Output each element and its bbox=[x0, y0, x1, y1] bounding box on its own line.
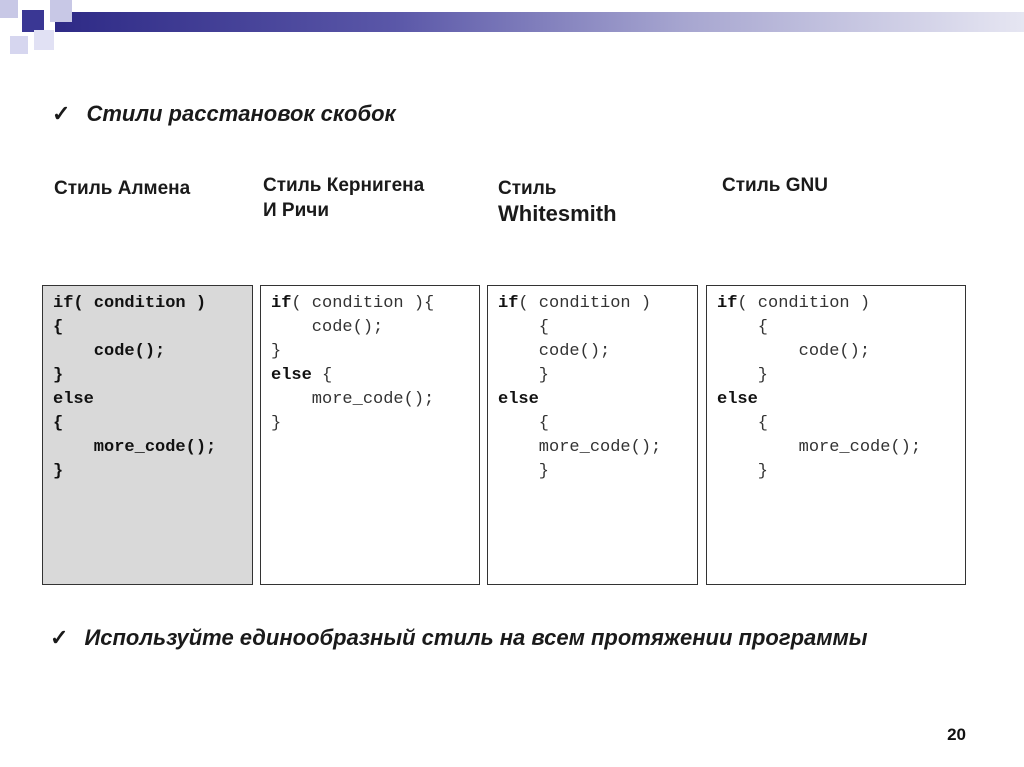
style-title-kr: Стиль Кернигена И Ричи bbox=[263, 175, 425, 221]
footer-note bbox=[50, 625, 868, 651]
decor-square bbox=[34, 30, 54, 50]
heading-text: Стили расстановок скобок bbox=[86, 101, 396, 126]
check-icon: ✓ bbox=[50, 625, 69, 650]
code-gnu: if( condition ) { code(); } else { more_code(); } bbox=[717, 294, 922, 481]
decor-square bbox=[22, 10, 44, 32]
style-title-gnu: Стиль GNU bbox=[722, 175, 828, 196]
code-box-whitesmith bbox=[487, 285, 698, 585]
check-icon: ✓ bbox=[52, 101, 71, 126]
header-bar bbox=[55, 12, 1024, 32]
code-box-kr bbox=[260, 285, 480, 585]
page-number: 20 bbox=[947, 725, 966, 744]
code-box-gnu bbox=[706, 285, 966, 585]
code-box-allman bbox=[42, 285, 253, 585]
code-kr: if( condition ){ code(); } else { more_code(); } bbox=[271, 294, 435, 433]
style-title-allman: Стиль Алмена bbox=[54, 178, 191, 199]
code-allman: if( condition ) { code(); } else { more_code(); } bbox=[53, 294, 217, 481]
decor-square bbox=[0, 0, 18, 18]
style-title-whitesmith: Стиль Whitesmith bbox=[498, 178, 617, 226]
code-whitesmith: if( condition ) { code(); } else { more_code(); } bbox=[498, 294, 662, 481]
decor-square bbox=[10, 36, 28, 54]
decor-square bbox=[50, 0, 72, 22]
footer-note-text: Используйте единообразный стиль на всем протяжении программы bbox=[84, 625, 868, 650]
slide-heading bbox=[52, 101, 396, 127]
